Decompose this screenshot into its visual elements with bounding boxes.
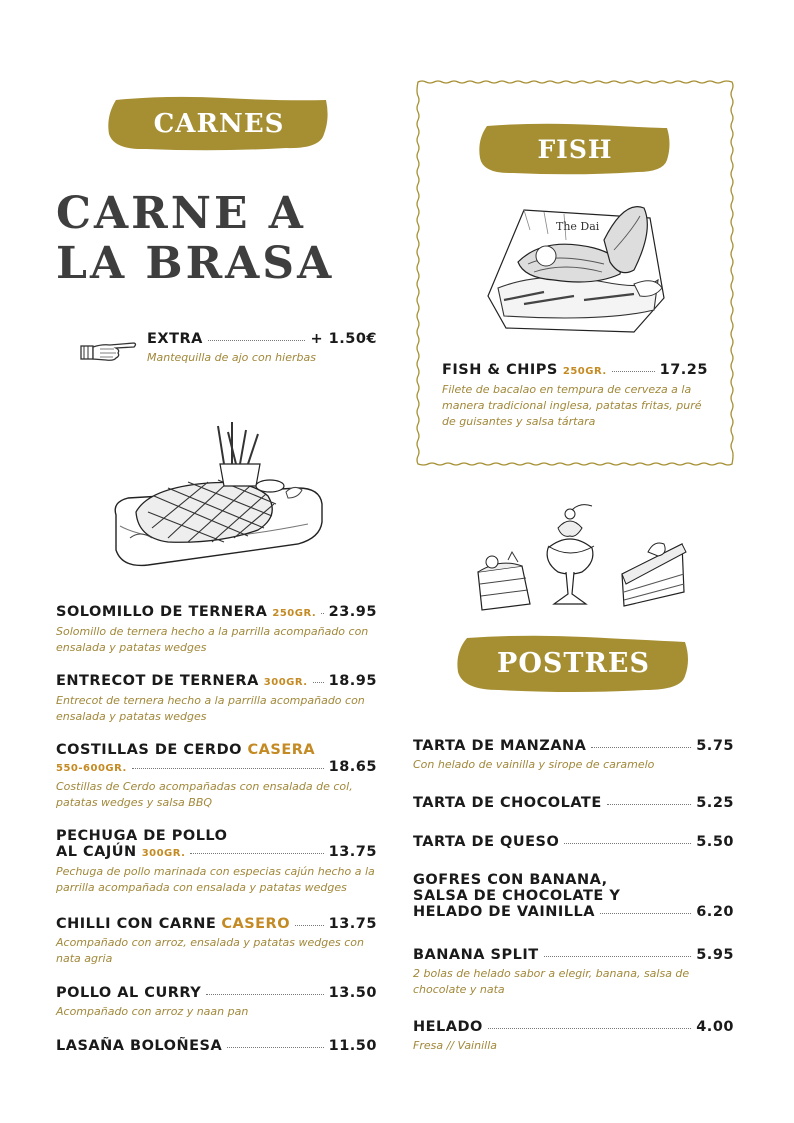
item-desc: 2 bolas de helado sabor a elegir, banana, salsa de chocolate y nata xyxy=(413,967,690,996)
item-desc: Filete de bacalao en tempura de cerveza a la manera tradicional inglesa, patatas fritas, puré de guisantes y salsa tártara xyxy=(442,383,702,428)
item-name: ENTRECOT DE TERNERA xyxy=(56,673,259,689)
item-name: TARTA DE QUESO xyxy=(413,834,560,850)
item-price: 6.20 xyxy=(696,904,734,920)
dot-leader xyxy=(190,853,323,854)
menu-item-pollo-curry xyxy=(56,985,377,1020)
menu-item-entrecot xyxy=(56,673,377,725)
extra-desc: Mantequilla de ajo con hierbas xyxy=(147,351,316,364)
steak-illustration xyxy=(108,420,326,572)
item-desc: Solomillo de ternera hecho a la parrilla acompañado con ensalada y patatas wedges xyxy=(56,625,369,654)
postres-badge-label: POSTRES xyxy=(497,648,650,679)
item-desc: Entrecot de ternera hecho a la parrilla acompañado con ensalada y patatas wedges xyxy=(56,694,365,723)
desserts-illustration xyxy=(472,500,698,612)
carnes-badge xyxy=(106,94,332,154)
menu-item-helado xyxy=(413,1019,734,1054)
item-name: TARTA DE MANZANA xyxy=(413,738,587,754)
dot-leader xyxy=(321,613,323,614)
item-highlight: CASERO xyxy=(221,916,291,932)
item-weight: 300GR. xyxy=(263,677,308,688)
item-name: CHILLI CON CARNE xyxy=(56,916,217,932)
item-name-line1: PECHUGA DE POLLO xyxy=(56,828,228,844)
item-weight: 250GR. xyxy=(562,366,607,377)
item-name: COSTILLAS DE CERDO xyxy=(56,742,242,758)
item-highlight: CASERA xyxy=(247,742,316,758)
menu-item-tarta-queso xyxy=(413,834,734,851)
dot-leader xyxy=(206,994,323,995)
menu-item-fish-chips xyxy=(442,362,708,430)
dot-leader xyxy=(600,913,691,914)
item-name: BANANA SPLIT xyxy=(413,947,539,963)
item-price: 11.50 xyxy=(328,1038,377,1054)
item-price: 18.65 xyxy=(328,759,377,775)
item-price: 5.25 xyxy=(696,795,734,811)
item-desc: Fresa // Vainilla xyxy=(413,1039,497,1052)
item-weight: 300GR. xyxy=(141,848,186,859)
menu-item-banana-split xyxy=(413,947,734,998)
dot-leader xyxy=(591,747,691,748)
item-weight: 550-600GR. xyxy=(56,763,127,774)
item-name: SOLOMILLO DE TERNERA xyxy=(56,604,268,620)
item-price: 18.95 xyxy=(328,673,377,689)
extra-item xyxy=(147,331,377,366)
item-name-line2: AL CAJÚN xyxy=(56,844,137,860)
fish-chips-illustration xyxy=(484,200,668,340)
section-title-line1: CARNE A xyxy=(56,188,306,239)
item-desc: Acompañado con arroz y naan pan xyxy=(56,1005,249,1018)
item-price: 23.95 xyxy=(328,604,377,620)
item-name: POLLO AL CURRY xyxy=(56,985,202,1001)
item-price: 13.75 xyxy=(328,844,377,860)
item-price: 13.50 xyxy=(328,985,377,1001)
item-price: 13.75 xyxy=(328,916,377,932)
item-name: HELADO xyxy=(413,1019,483,1035)
fish-badge xyxy=(477,122,673,176)
menu-item-gofres xyxy=(413,872,734,921)
item-price: 4.00 xyxy=(696,1019,734,1035)
item-name: FISH & CHIPS xyxy=(442,362,558,378)
item-name-line2: SALSA DE CHOCOLATE Y xyxy=(413,888,621,904)
item-price: 5.95 xyxy=(696,947,734,963)
dot-leader xyxy=(544,956,692,957)
menu-item-chilli xyxy=(56,916,377,967)
dot-leader xyxy=(227,1047,323,1048)
menu-item-costillas xyxy=(56,742,377,811)
item-name-line1: GOFRES CON BANANA, xyxy=(413,872,608,888)
item-desc: Costillas de Cerdo acompañadas con ensalada de col, patatas wedges y salsa BBQ xyxy=(56,780,353,809)
item-name: TARTA DE CHOCOLATE xyxy=(413,795,602,811)
extra-name: EXTRA xyxy=(147,331,203,347)
fish-badge-label: FISH xyxy=(537,135,613,164)
item-desc: Pechuga de pollo marinada con especias cajún hecho a la parrilla acompañada con ensalada y patatas wedges xyxy=(56,865,375,894)
extra-price: + 1.50€ xyxy=(310,331,377,347)
dot-leader xyxy=(488,1028,691,1029)
dot-leader xyxy=(564,843,691,844)
menu-item-tarta-manzana xyxy=(413,738,734,773)
item-price: 5.75 xyxy=(696,738,734,754)
menu-item-tarta-chocolate xyxy=(413,795,734,812)
item-name: LASAÑA BOLOÑESA xyxy=(56,1038,223,1054)
dot-leader xyxy=(295,925,324,926)
item-price: 5.50 xyxy=(696,834,734,850)
item-price: 17.25 xyxy=(659,362,708,378)
dot-leader xyxy=(612,371,655,372)
menu-item-pechuga xyxy=(56,828,377,896)
item-weight: 250GR. xyxy=(272,608,317,619)
menu-item-solomillo xyxy=(56,604,377,656)
item-name-line3: HELADO DE VAINILLA xyxy=(413,904,595,920)
section-title-line2: LA BRASA xyxy=(56,238,335,289)
item-desc: Acompañado con arroz, ensalada y patatas wedges con nata agria xyxy=(56,936,364,965)
dot-leader xyxy=(607,804,691,805)
item-desc: Con helado de vainilla y sirope de caramelo xyxy=(413,758,655,771)
dot-leader xyxy=(132,768,324,769)
dot-leader xyxy=(208,340,306,341)
newspaper-text: The Dai xyxy=(556,220,600,233)
pointing-hand-icon xyxy=(80,337,138,365)
postres-badge xyxy=(455,634,692,694)
dot-leader xyxy=(313,682,324,683)
carnes-badge-label: CARNES xyxy=(153,109,285,139)
menu-item-lasana xyxy=(56,1038,377,1055)
